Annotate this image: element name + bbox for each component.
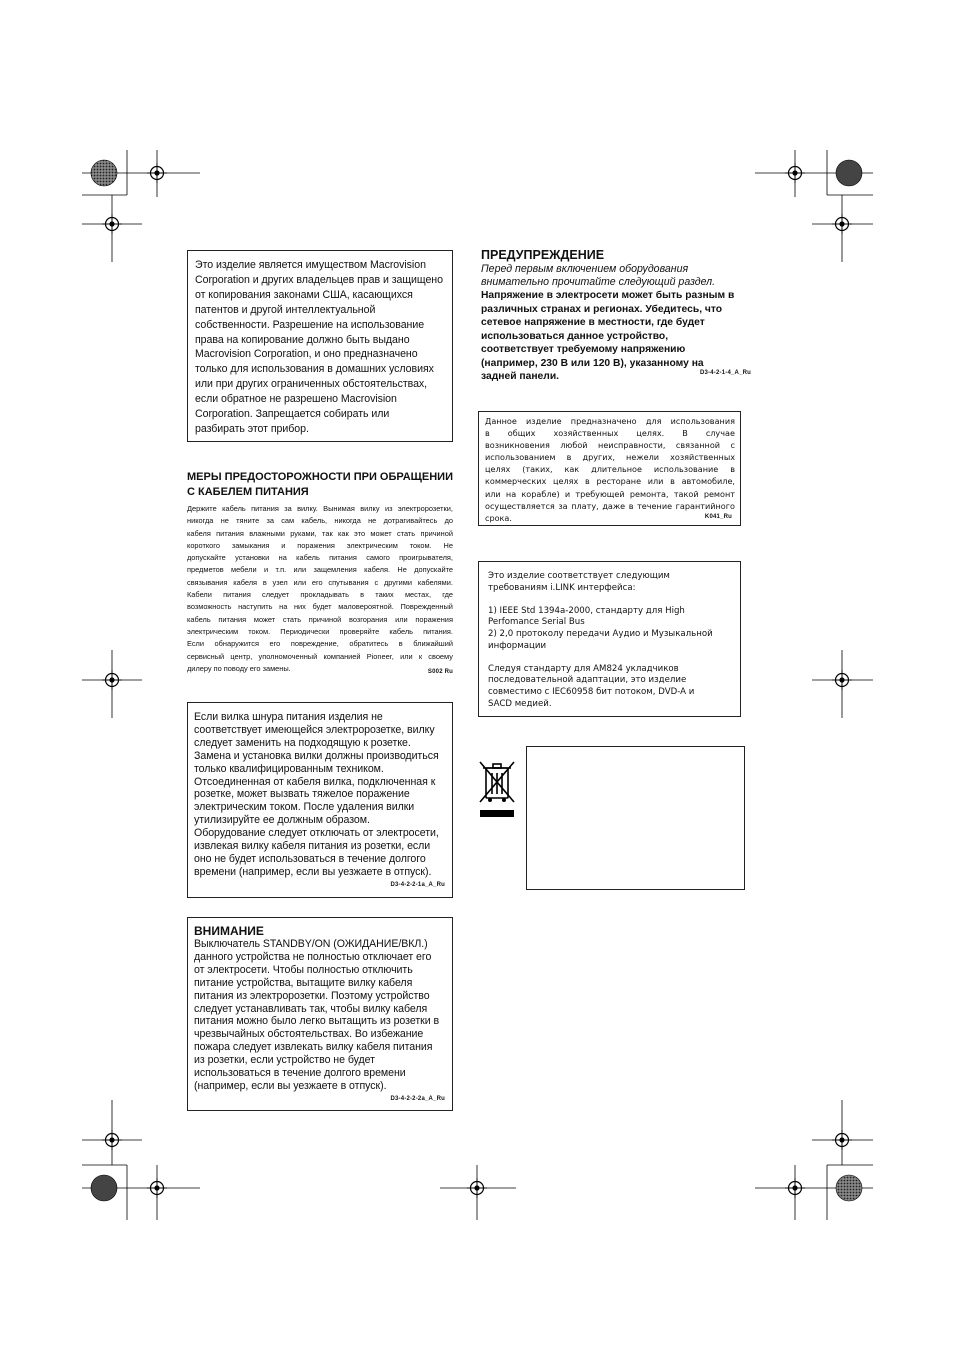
cable-precautions-title	[187, 470, 453, 500]
text-line: сервисный центр, уполномоченный компанией Pioneer, или к своему	[187, 651, 453, 661]
text-line: утилизируйте ее должным образом.	[194, 814, 370, 827]
text-line: МЕРЫ ПРЕДОСТОРОЖНОСТИ ПРИ ОБРАЩЕНИИ	[187, 471, 453, 483]
text-line: коммерческих целях в ресторане или в автомобиле,	[485, 476, 735, 487]
text-line: из розетки, если устройство не будет	[194, 1054, 375, 1067]
text-line: права на копирование должно быть выдано	[195, 333, 410, 346]
text-line: целях (таких, как длительное использование в	[485, 464, 735, 475]
text-line: от копирования законами США, касающихся	[195, 288, 413, 301]
ilink-text	[488, 571, 740, 710]
warning-italic-text	[481, 263, 751, 289]
text-line: совместимо с IEC60958 бит потоком, DVD-A и	[488, 686, 695, 697]
text-line: Отсоединенная от кабеля вилка, подключенная к	[194, 775, 436, 788]
text-line: электрическим током. Периодически проверяйте кабель питания.	[187, 626, 453, 636]
text-line: времени (например, если вы уезжаете в отпуск).	[194, 865, 432, 878]
household-text	[485, 415, 735, 524]
plug-code: D3-4-2-2-1a_A_Ru	[390, 882, 445, 888]
warning-code: D3-4-2-1-4_A_Ru	[699, 370, 751, 376]
text-line: короткого замыкания и поражения электрическим током. Не	[187, 540, 453, 550]
text-line: данного устройства не полностью отключает его	[194, 950, 432, 963]
text-line: патентов и другой интеллектуальной	[195, 303, 376, 316]
attention-code: D3-4-2-2-2a_A_Ru	[390, 1096, 445, 1102]
text-line: кабеля питания влажными руками, так как это может стать причиной	[187, 528, 453, 538]
attention-notice	[187, 917, 453, 1111]
text-line: 1) IEEE Std 1394a-2000, стандарту для High	[488, 605, 685, 616]
text-line: осуществляется за плату, даже в течение гарантийного	[485, 500, 735, 511]
text-line: SACD медией.	[488, 698, 552, 709]
text-line: использованием в других, нежели хозяйственных	[485, 452, 735, 463]
household-notice	[478, 411, 741, 526]
text-line: питание устройства, вытащите вилку кабеля	[194, 976, 413, 989]
text-line: электрическим током. После удаления вилки	[194, 801, 415, 814]
macrovision-text	[195, 258, 452, 437]
text-line: Следуя стандарту для AM824 укладчиков	[488, 663, 679, 674]
text-line: предметов мебели и т.п. или защемления кабеля. Не допускайте	[187, 565, 453, 575]
text-line: требованиям i.LINK интерфейса:	[488, 582, 636, 593]
text-line: оно не будет использоваться в течение долгого	[194, 852, 426, 865]
text-line: Замена и установка вилки должны производиться	[194, 749, 439, 762]
text-line: Если вилка шнура питания изделия не	[194, 711, 383, 723]
text-line: возможность наступить на них будет маловероятной. Поврежденный	[187, 602, 453, 612]
text-line: или при других ограниченных обстоятельствах,	[195, 378, 428, 391]
text-line: внимательно прочитайте следующий раздел.	[481, 276, 716, 288]
text-line: разбирать этот прибор.	[195, 422, 309, 435]
text-line: питания можно было легко вытащить из розетки в	[194, 1015, 440, 1028]
text-line: если обратное не разрешено Macrovision	[195, 393, 397, 406]
plug-text	[194, 711, 452, 879]
text-line: розетке, может вызвать тяжелое поражение	[194, 788, 410, 801]
text-line: следует заменить на подходящую к розетке.	[194, 736, 411, 749]
text-line: Данное изделие предназначено для использования	[485, 416, 735, 426]
text-line: Напряжение в электросети может быть разным в	[481, 290, 735, 301]
weee-bin-icon	[477, 760, 517, 818]
text-line: Держите кабель питания за вилку. Вынимая вилку из электророзетки,	[187, 504, 453, 513]
text-line: связывания кабеля в узел или его спутывания с другими кабелями.	[187, 577, 453, 587]
text-line: Это изделие соответствует следующим	[488, 571, 670, 581]
text-line: Кабели питания следует прокладывать в таких местах, где	[187, 590, 453, 600]
attention-title: ВНИМАНИЕ	[194, 924, 264, 938]
text-line: чрезвычайных обстоятельствах. Во избежание	[194, 1028, 424, 1041]
ilink-notice	[478, 561, 741, 717]
text-line: С КАБЕЛЕМ ПИТАНИЯ	[187, 486, 309, 498]
text-line: сетевое напряжение в местности, где будет	[481, 317, 705, 328]
text-line: никогда не тяните за сам кабель, никогда не дотрагивайтесь до	[187, 516, 453, 526]
text-line: допускайте установки на кабель питания самого проигрывателя,	[187, 553, 453, 563]
text-line: использоваться данное устройство,	[481, 330, 669, 342]
text-line: только квалифицированным техником.	[194, 762, 384, 775]
text-line: задней панели.	[481, 371, 560, 382]
text-line: следует устанавливать так, чтобы вилку кабеля	[194, 1002, 428, 1015]
text-line: от электросети. Чтобы полностью отключить	[194, 963, 413, 976]
text-line: 2) 2,0 протоколу передачи Аудио и Музыкальной	[488, 628, 713, 639]
text-line: различных странах и регионах. Убедитесь, что	[481, 303, 723, 315]
text-line	[488, 594, 740, 606]
warning-title: ПРЕДУПРЕЖДЕНИЕ	[481, 248, 605, 262]
text-line: дилеру по поводу его замены.	[187, 663, 291, 673]
text-line: кабель питания может стать причиной возгорания или поражения	[187, 614, 453, 624]
text-line: в общих хозяйственных целях. В случае	[485, 428, 735, 439]
text-line: или на корабле) и требующей ремонта, такой ремонт	[485, 488, 735, 499]
text-line: соответствует требуемому напряжению	[481, 344, 686, 355]
cable-code: S002 Ru	[427, 669, 453, 675]
cable-precautions-text	[187, 503, 453, 675]
cable-precautions-section	[187, 470, 453, 675]
text-line: (например, 230 В или 120 В), указанному на	[481, 357, 704, 369]
text-line: извлекая вилку кабеля питания из розетки, если	[194, 840, 431, 853]
text-line: Оборудование следует отключать от электросети,	[194, 827, 439, 840]
text-line: Перед первым включением оборудования	[481, 263, 689, 275]
macrovision-notice	[187, 250, 453, 442]
text-line: пожара следует извлекать вилку кабеля питания	[194, 1041, 433, 1054]
warning-section	[481, 248, 751, 384]
text-line: Это изделие является имуществом Macrovision	[195, 259, 426, 271]
text-line: соответствует имеющейся электророзетке, вилку	[194, 723, 435, 736]
text-line: информации	[488, 640, 547, 651]
text-line: Corporation. Запрещается собирать или	[195, 408, 390, 421]
text-line: возникновения любой неисправности, связанной с	[485, 440, 735, 451]
text-line: срока.	[485, 512, 512, 523]
text-line: Если обнаружится его повреждение, обратитесь в ближайший	[187, 639, 453, 649]
plug-notice	[187, 702, 453, 898]
text-line: собственности. Разрешение на использование	[195, 318, 425, 331]
text-line: Corporation и других владельцев прав и защищено	[195, 273, 443, 286]
text-line: последовательной адаптации, это изделие	[488, 675, 687, 686]
text-line: использоваться в течение долгого времени	[194, 1067, 406, 1080]
attention-text	[194, 938, 452, 1093]
weee-info-box	[526, 746, 745, 890]
text-line: Perfomance Serial Bus	[488, 617, 585, 628]
text-line: Macrovision Corporation, и оно предназначено	[195, 348, 418, 361]
text-line: Выключатель STANDBY/ON (ОЖИДАНИЕ/ВКЛ.)	[194, 938, 428, 950]
text-line	[488, 652, 740, 664]
text-line: питания из электророзетки. Поэтому устройство	[194, 989, 430, 1002]
household-code: K041_Ru	[704, 514, 732, 520]
text-line: только для использования в домашних условиях	[195, 363, 434, 376]
text-line: (например, если вы уезжаете в отпуск).	[194, 1079, 387, 1092]
